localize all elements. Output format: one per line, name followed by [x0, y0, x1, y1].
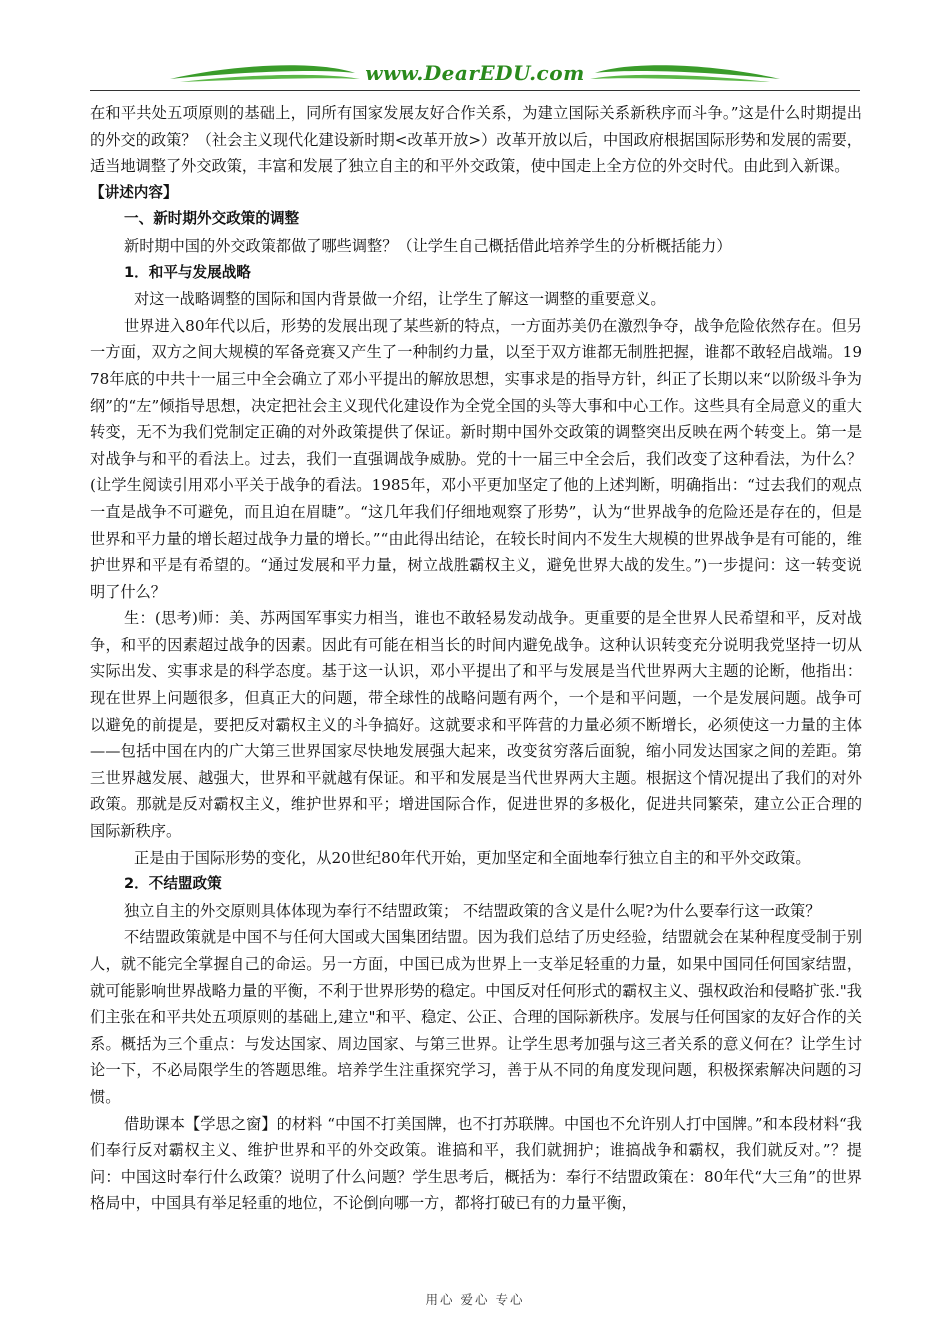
non-alignment-main-paragraph: 不结盟政策就是中国不与任何大国或大国集团结盟。因为我们总结了历史经验，结盟就会在某种程度受制于别人，就不能完全掌握自己的命运。另一方面，中国已成为世界上一支举足轻重的力量，如果中国同任何国家结盟，就可能影响世界战略力量的平衡，不利于世界形势的稳定。中国反对任何形式的霸权主义、强权政治和侵略扩张."我们主张在和平共处五项原则的基础上,建立"和平、稳定、公正、合理的国际新秩序。发展与任何国家的友好合作的关系。概括为三个重点：与发达国家、周边国家、与第三世界。让学生思考加强与这三者关系的意义何在？让学生讨论一下，不必局限学生的答题思维。培养学生注重探究学习，善于从不同的角度发现问题，积极探索解决问题的习惯。 — [90, 928, 862, 1106]
site-header-banner — [90, 55, 860, 89]
page-footer: 用心 爱心 专心 — [425, 1292, 525, 1307]
strategy-main-paragraph: 世界进入80年代以后，形势的发展出现了某些新的特点，一方面苏美仍在激烈争夺，战争危险依然存在。但另一方面，双方之间大规模的军备竞赛又产生了一种制约力量，以至于双方谁都无制胜把握，谁都不敢轻启战端。1978年底的中共十一届三中全会确立了邓小平提出的解放思想，实事求是的指导方针，纠正了长期以来“以阶级斗争为纲”的“左”倾指导思想，决定把社会主义现代化建设作为全党全国的头等大事和中心工作。这些具有全局意义的重大转变，无不为我们党制定正确的对外政策提供了保证。新时期中国外交政策的调整突出反映在两个转变上。第一是对战争与和平的看法上。过去，我们一直强调战争威胁。党的十一届三中全会后，我们改变了这种看法，为什么？(让学生阅读引用邓小平关于战争的看法。1985年，邓小平更加坚定了他的上述判断，明确指出：“过去我们的观点一直是战争不可避免，而且迫在眉睫”。“这几年我们仔细地观察了形势”，认为“世界战争的危险还是存在的，但是世界和平力量的增长超过战争力量的增长。”“由此得出结论，在较长时间内不发生大规模的世界战争是有可能的，维护世界和平是有希望的。“通过发展和平力量，树立战胜霸权主义，避免世界大战的发生。”)一步提问：这一转变说明了什么？ — [90, 316, 862, 601]
site-brand-text: www.DearEDU.com — [365, 61, 585, 85]
strategy-intro-paragraph: 对这一战略调整的国际和国内背景做一介绍，让学生了解这一调整的重要意义。 — [134, 290, 666, 309]
question-paragraph: 新时期中国的外交政策都做了哪些调整？（让学生自己概括借此培养学生的分析概括能力） — [124, 236, 732, 255]
intro-paragraph: 在和平共处五项原则的基础上，同所有国家发展友好合作关系，为建立国际关系新秩序而斗争。”这是什么时期提出的外交的政策？（社会主义现代化建设新时期<改革开放>）改革开放以后，中国政府根据国际形势和发展的需要，适当地调整了外交政策，丰富和发展了独立自主的和平外交政策，使中国走上全方位的外交时代。由此到入新课。 — [90, 104, 862, 176]
learning-window-paragraph: 借助课本【学思之窗】的材料 “中国不打美国牌，也不打苏联牌。中国也不允许别人打中国牌。”和本段材料“我们奉行反对霸权主义、维护世界和平的外交政策。谁搞和平，我们就拥护；谁搞战争和霸权，我们就反对。”？提问：中国这时奉行什么政策？说明了什么问题？学生思考后，概括为：奉行不结盟政策在：80年代“大三角”的世界格局中，中国具有举足轻重的地位，不论倒向哪一方，都将打破已有的力量平衡， — [90, 1114, 862, 1213]
header-rule — [90, 90, 860, 91]
document-body — [90, 100, 862, 1217]
lecture-content-heading: 【讲述内容】 — [90, 183, 178, 201]
subheading-non-alignment: 2．不结盟政策 — [124, 875, 222, 893]
non-alignment-question-paragraph: 独立自主的外交原则具体体现为奉行不结盟政策； 不结盟政策的含义是什么呢?为什么要奉行这一政策？ — [124, 901, 821, 920]
strategy-answer-paragraph: 生：(思考)师：美、苏两国军事实力相当，谁也不敢轻易发动战争。更重要的是全世界人民希望和平，反对战争，和平的因素超过战争的因素。因此有可能在相当长的时间内避免战争。这种认识转变充分说明我党坚持一切从实际出发、实事求是的科学态度。基于这一认识，邓小平提出了和平与发展是当代世界两大主题的论断，他指出：现在世界上问题很多，但真正大的问题，带全球性的战略问题有两个，一个是和平问题，一个是发展问题。战争可以避免的前提是，要把反对霸权主义的斗争搞好。这就要求和平阵营的力量必须不断增长，必须使这一力量的主体——包括中国在内的广大第三世界国家尽快地发展强大起来，改变贫穷落后面貌，缩小同发达国家之间的差距。第三世界越发展、越强大，世界和平就越有保证。和平和发展是当代世界两大主题。根据这个情况提出了我们的对外政策。那就是反对霸权主义，维护世界和平；增进国际合作，促进世界的多极化，促进共同繁荣，建立公正合理的国际新秩序。 — [90, 609, 862, 841]
section-heading-1: 一、新时期外交政策的调整 — [124, 210, 300, 228]
subheading-peace-development: 1．和平与发展战略 — [124, 263, 251, 281]
strategy-conclusion-paragraph: 正是由于国际形势的变化，从20世纪80年代开始，更加坚定和全面地奉行独立自主的和平外交政策。 — [134, 848, 811, 867]
